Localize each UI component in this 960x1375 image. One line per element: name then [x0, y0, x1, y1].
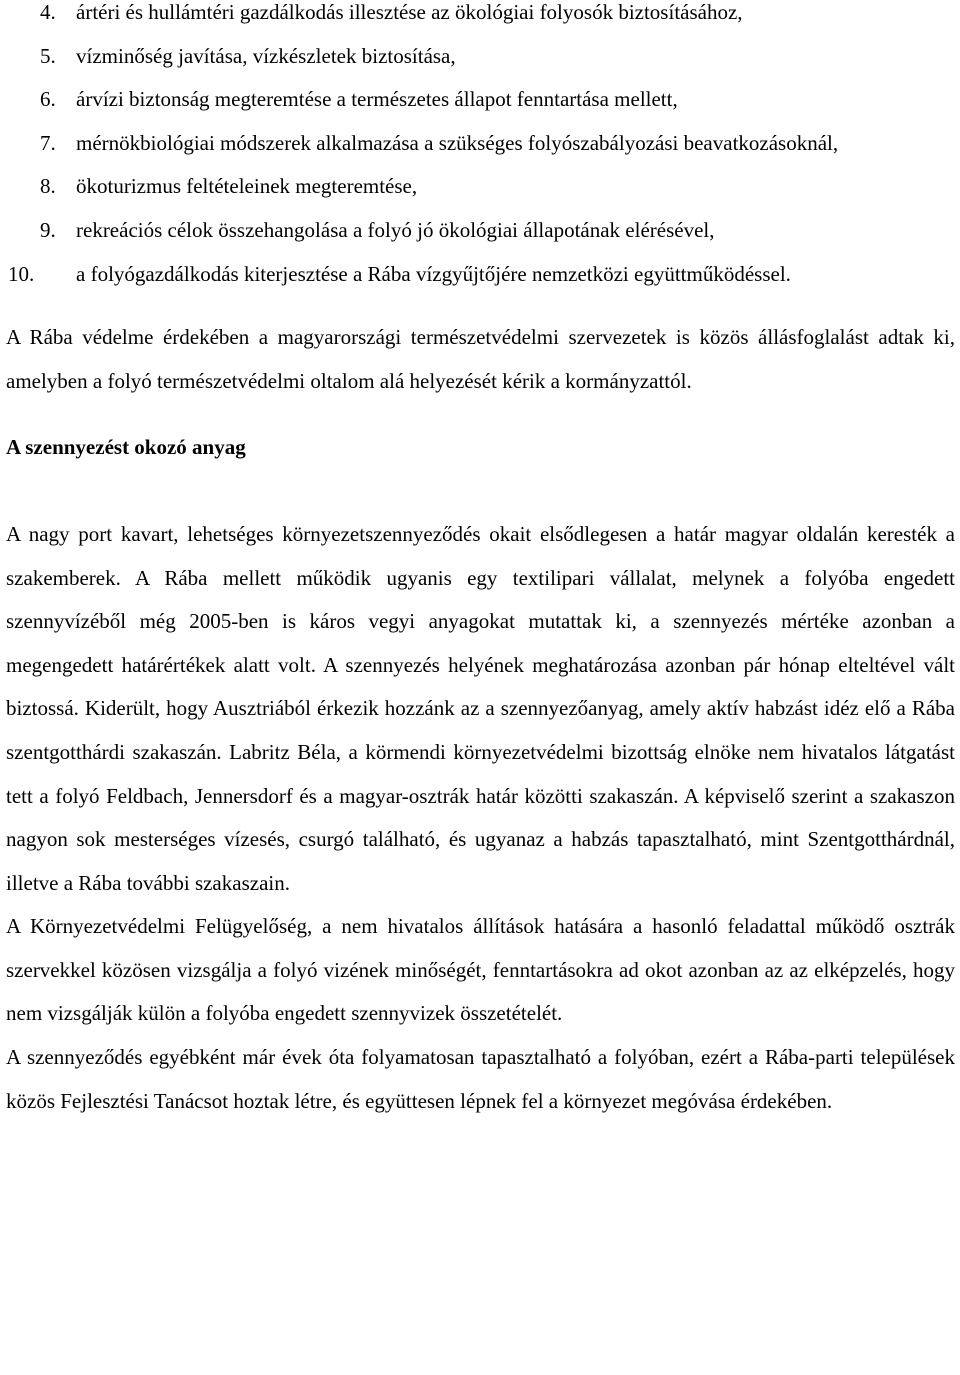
list-item-number: 10.	[8, 261, 35, 286]
list-item-number: 4.	[40, 0, 56, 24]
list-item-number: 5.	[40, 43, 56, 68]
list-item-text: ártéri és hullámtéri gazdálkodás illesztése az ökológiai folyosók biztosításához,	[76, 0, 743, 24]
list-item	[6, 122, 955, 166]
list-item-text: vízminőség javítása, vízkészletek biztosítása,	[76, 43, 456, 68]
list-item-text: ökoturizmus feltételeinek megteremtése,	[76, 174, 418, 199]
paragraph-development-council: A szennyeződés egyébként már évek óta folyamatosan tapasztalható a folyóban, ezért a Rába-parti települések közös Fejlesztési Tanácsot hoztak létre, és együttesen lépnek fel a környezet megóvása érdekében.	[6, 1045, 955, 1113]
paragraph-raba-protection: A Rába védelme érdekében a magyarországi természetvédelmi szervezetek is közös állásfoglalást adtak ki, amelyben a folyó természetvédelmi oltalom alá helyezését kérik a kormányzattól.	[6, 325, 955, 393]
paragraph-pollution-source: A nagy port kavart, lehetséges környezetszennyeződés okait elsődlegesen a határ magyar oldalán keresték a szakemberek. A Rába mellett működik ugyanis egy textilipari vállalat, melynek a folyóba engedett szennyvízéből még 2005-ben is káros vegyi anyagokat mutattak ki, a szennyezés mértéke azonban a megengedett határértékek alatt volt. A szennyezés helyének meghatározása azonban pár hónap elteltével vált biztossá. Kiderült, hogy Ausztriából érkezik hozzánk az a szennyezőanyag, amely aktív habzást idéz elő a Rába szentgotthárdi szakaszán. Labritz Béla, a körmendi környezetvédelmi bizottság elnöke nem hivatalos látgatást tett a folyó Feldbach, Jennersdorf és a magyar-osztrák határ közötti szakaszán. A képviselő szerint a szakaszon nagyon sok mesterséges vízesés, csurgó található, és ugyanaz a habzás tapasztalható, mint Szentgotthárdnál, illetve a Rába további szakaszain.	[6, 521, 955, 895]
list-item-text: rekreációs célok összehangolása a folyó jó ökológiai állapotának elérésével,	[76, 217, 715, 242]
list-item-number: 8.	[40, 174, 56, 199]
document-page	[6, 0, 955, 1123]
list-item	[6, 165, 955, 209]
list-item-text: mérnökbiológiai módszerek alkalmazása a szükséges folyószabályozási beavatkozásoknál,	[76, 130, 839, 155]
list-item	[6, 78, 955, 122]
list-item	[6, 35, 955, 79]
list-item-text: árvízi biztonság megteremtése a természetes állapot fenntartása mellett,	[76, 87, 678, 112]
list-item-number: 7.	[40, 130, 56, 155]
section-heading: A szennyezést okozó anyag	[6, 435, 246, 460]
list-item	[6, 253, 955, 297]
goals-list	[6, 0, 955, 296]
paragraph-inspectorate: A Környezetvédelmi Felügyelőség, a nem hivatalos állítások hatására a hasonló feladattal működő osztrák szervekkel közösen vizsgálja a folyó vizének minőségét, fenntartásokra ad okot azonban az az elképzelés, hogy nem vizsgálják külön a folyóba engedett szennyvizek összetételét.	[6, 914, 955, 1026]
list-item	[6, 209, 955, 253]
list-item-number: 6.	[40, 87, 56, 112]
list-item	[6, 0, 955, 35]
list-item-number: 9.	[40, 217, 56, 242]
list-item-text: a folyógazdálkodás kiterjesztése a Rába vízgyűjtőjére nemzetközi együttműködéssel.	[76, 261, 791, 286]
